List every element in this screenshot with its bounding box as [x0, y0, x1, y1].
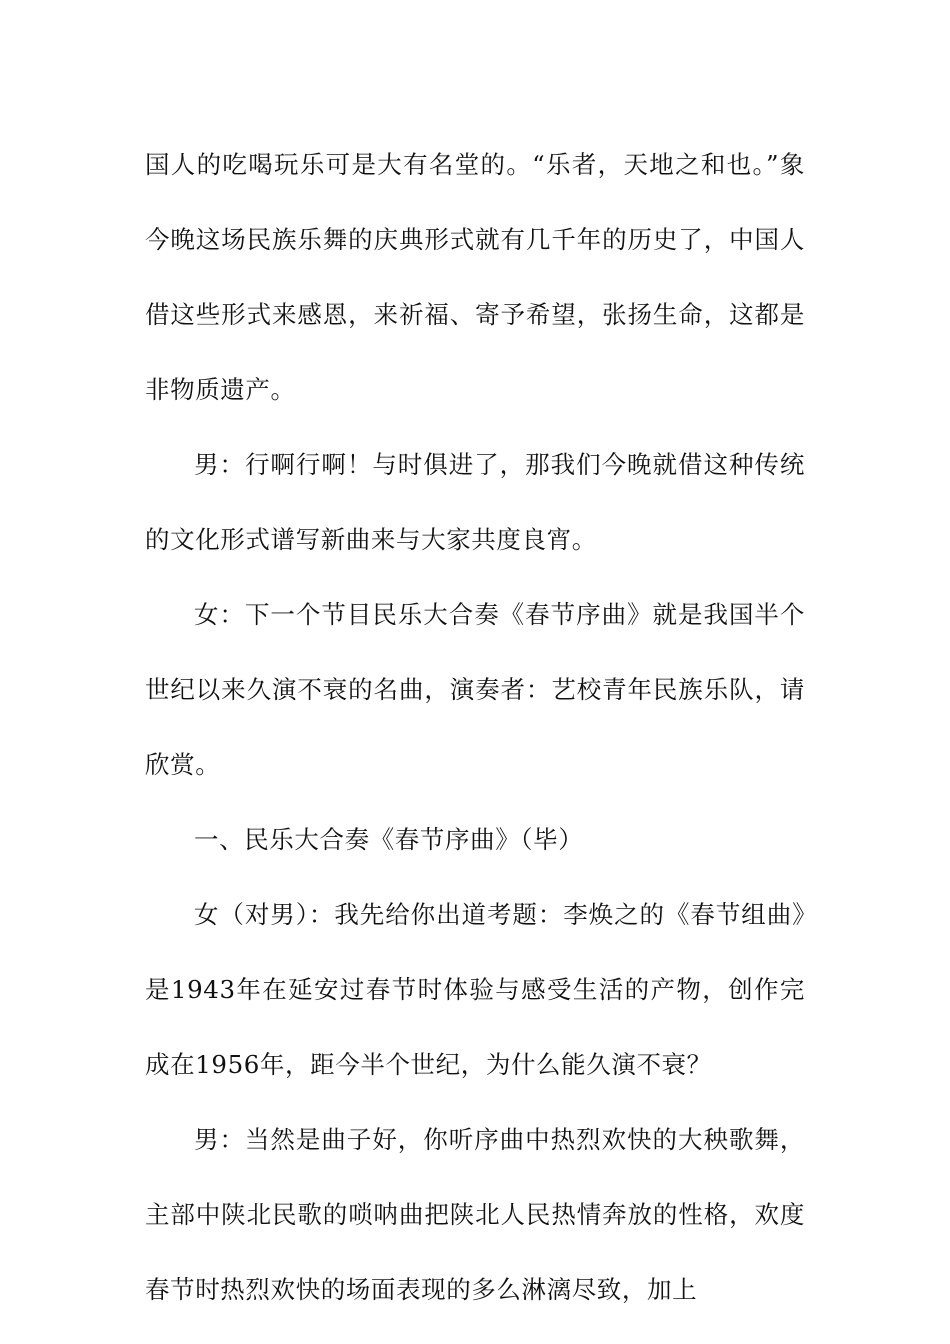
paragraph-female-question: 女（对男）：我先给你出道考题：李焕之的《春节组曲》是1943年在延安过春节时体验与感受生活的产物，创作完成在1956年，距今半个世纪，为什么能久演不衰？ [145, 900, 805, 1079]
paragraph-intro: 国人的吃喝玩乐可是大有名堂的。“乐者，天地之和也。”象今晚这场民族乐舞的庆典形式就有几千年的历史了，中国人借这些形式来感恩，来祈福、寄予希望，张扬生命，这都是非物质遗产。 [145, 150, 805, 404]
paragraph-male-answer: 男：当然是曲子好，你听序曲中热烈欢快的大秧歌舞，主部中陕北民歌的唢呐曲把陕北人民热情奔放的性格，欢度春节时热烈欢快的场面表现的多么淋漓尽致，加上 [145, 1125, 805, 1304]
document-body [145, 127, 805, 1327]
paragraph-male-reply: 男：行啊行啊！与时俱进了，那我们今晚就借这种传统的文化形式谱写新曲来与大家共度良宵。 [145, 450, 805, 554]
paragraph-program-item: 一、民乐大合奏《春节序曲》（毕） [194, 825, 584, 854]
paragraph-female-announcement: 女：下一个节目民乐大合奏《春节序曲》就是我国半个世纪以来久演不衰的名曲，演奏者：艺校青年民族乐队，请欣赏。 [145, 600, 805, 779]
